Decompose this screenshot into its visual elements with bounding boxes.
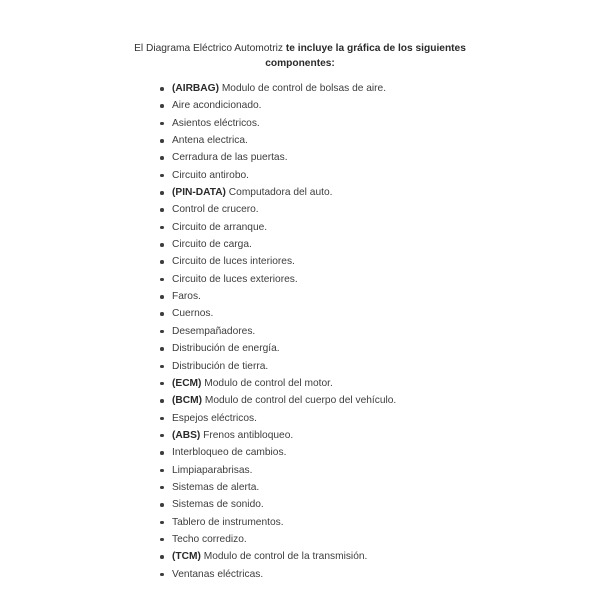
list-item [158, 80, 498, 97]
component-text: Antena electrica. [172, 135, 248, 147]
component-code: (PIN-DATA) [172, 187, 226, 199]
bullet-icon [160, 434, 164, 438]
component-code: (BCM) [172, 395, 202, 407]
bullet-icon [160, 104, 164, 108]
list-item [158, 496, 498, 513]
component-text: Faros. [172, 291, 201, 303]
bullet-icon [160, 191, 164, 195]
list-item [158, 219, 498, 236]
component-text: Tablero de instrumentos. [172, 516, 284, 528]
list-item [158, 531, 498, 548]
list-item [158, 97, 498, 114]
bullet-icon [160, 243, 164, 247]
component-text: Asientos eléctricos. [172, 117, 260, 129]
bullet-icon [160, 122, 164, 126]
list-item [158, 566, 498, 583]
bullet-icon [160, 87, 164, 91]
component-text: Modulo de control del motor. [204, 377, 333, 389]
component-text: Cuernos. [172, 308, 214, 320]
component-text: Circuito antirobo. [172, 169, 250, 181]
bullet-icon [160, 312, 164, 316]
list-item [158, 548, 498, 565]
bullet-icon [160, 417, 164, 421]
component-text: Computadora del auto. [228, 187, 333, 199]
bullet-icon [160, 226, 164, 230]
bullet-icon [160, 503, 164, 507]
bullet-icon [160, 486, 164, 490]
list-item [158, 358, 498, 375]
list-item [158, 375, 498, 392]
component-text: Limpiaparabrisas. [172, 464, 253, 476]
bullet-icon [160, 382, 164, 386]
component-text: Control de crucero. [172, 204, 259, 216]
bullet-icon [160, 174, 164, 178]
component-text: Modulo de control de la transmisión. [203, 551, 368, 563]
bullet-icon [160, 573, 164, 577]
component-text: Circuito de carga. [172, 239, 252, 251]
list-item [158, 184, 498, 201]
bullet-icon [160, 538, 164, 542]
component-text: Ventanas eléctricas. [172, 568, 264, 580]
bullet-icon [160, 208, 164, 212]
component-code: (AIRBAG) [172, 83, 219, 94]
list-item [158, 410, 498, 427]
bullet-icon [160, 365, 164, 369]
list-item [158, 167, 498, 184]
list-item [158, 427, 498, 444]
bullet-icon [160, 330, 164, 334]
list-item [158, 340, 498, 357]
bullet-icon [160, 260, 164, 264]
component-text: Distribución de tierra. [172, 360, 269, 372]
list-item [158, 253, 498, 270]
component-code: (ABS) [172, 429, 201, 441]
component-text: Interbloqueo de cambios. [172, 447, 287, 459]
bullet-icon [160, 521, 164, 525]
list-item [158, 271, 498, 288]
list-item [158, 201, 498, 218]
bullet-icon [160, 139, 164, 143]
list-item [158, 514, 498, 531]
component-text: Sistemas de alerta. [172, 481, 260, 493]
intro-normal-text: El Diagrama Eléctrico Automotriz [134, 43, 283, 54]
list-item [158, 392, 498, 409]
list-item [158, 323, 498, 340]
list-item [158, 236, 498, 253]
bullet-icon [160, 156, 164, 160]
component-text: Modulo de control de bolsas de aire. [221, 83, 387, 94]
list-item [158, 115, 498, 132]
component-list [158, 80, 498, 583]
intro-bold-text: te incluye la gráfica de los siguientes componentes: [265, 43, 466, 69]
bullet-icon [160, 469, 164, 473]
bullet-icon [160, 295, 164, 299]
bullet-icon [160, 555, 164, 559]
list-item [158, 149, 498, 166]
component-text: Distribución de energía. [172, 343, 280, 355]
bullet-icon [160, 399, 164, 403]
component-text: Techo corredizo. [172, 533, 247, 545]
component-text: Aire acondicionado. [172, 100, 262, 112]
list-item [158, 479, 498, 496]
component-code: (ECM) [172, 377, 202, 389]
component-text: Modulo de control del cuerpo del vehículo. [204, 395, 397, 407]
list-item [158, 444, 498, 461]
component-text: Frenos antibloqueo. [203, 429, 294, 441]
list-item [158, 305, 498, 322]
component-text: Sistemas de sonido. [172, 499, 264, 511]
component-text: Desempañadores. [172, 325, 256, 337]
component-code: (TCM) [172, 551, 201, 563]
bullet-icon [160, 347, 164, 351]
list-item [158, 288, 498, 305]
component-text: Espejos eléctricos. [172, 412, 257, 424]
component-text: Cerradura de las puertas. [172, 152, 288, 164]
intro-paragraph [100, 42, 500, 71]
component-text: Circuito de luces exteriores. [172, 273, 298, 285]
list-item [158, 132, 498, 149]
list-item [158, 462, 498, 479]
component-text: Circuito de arranque. [172, 221, 268, 233]
component-text: Circuito de luces interiores. [172, 256, 295, 268]
bullet-icon [160, 451, 164, 455]
bullet-icon [160, 278, 164, 282]
